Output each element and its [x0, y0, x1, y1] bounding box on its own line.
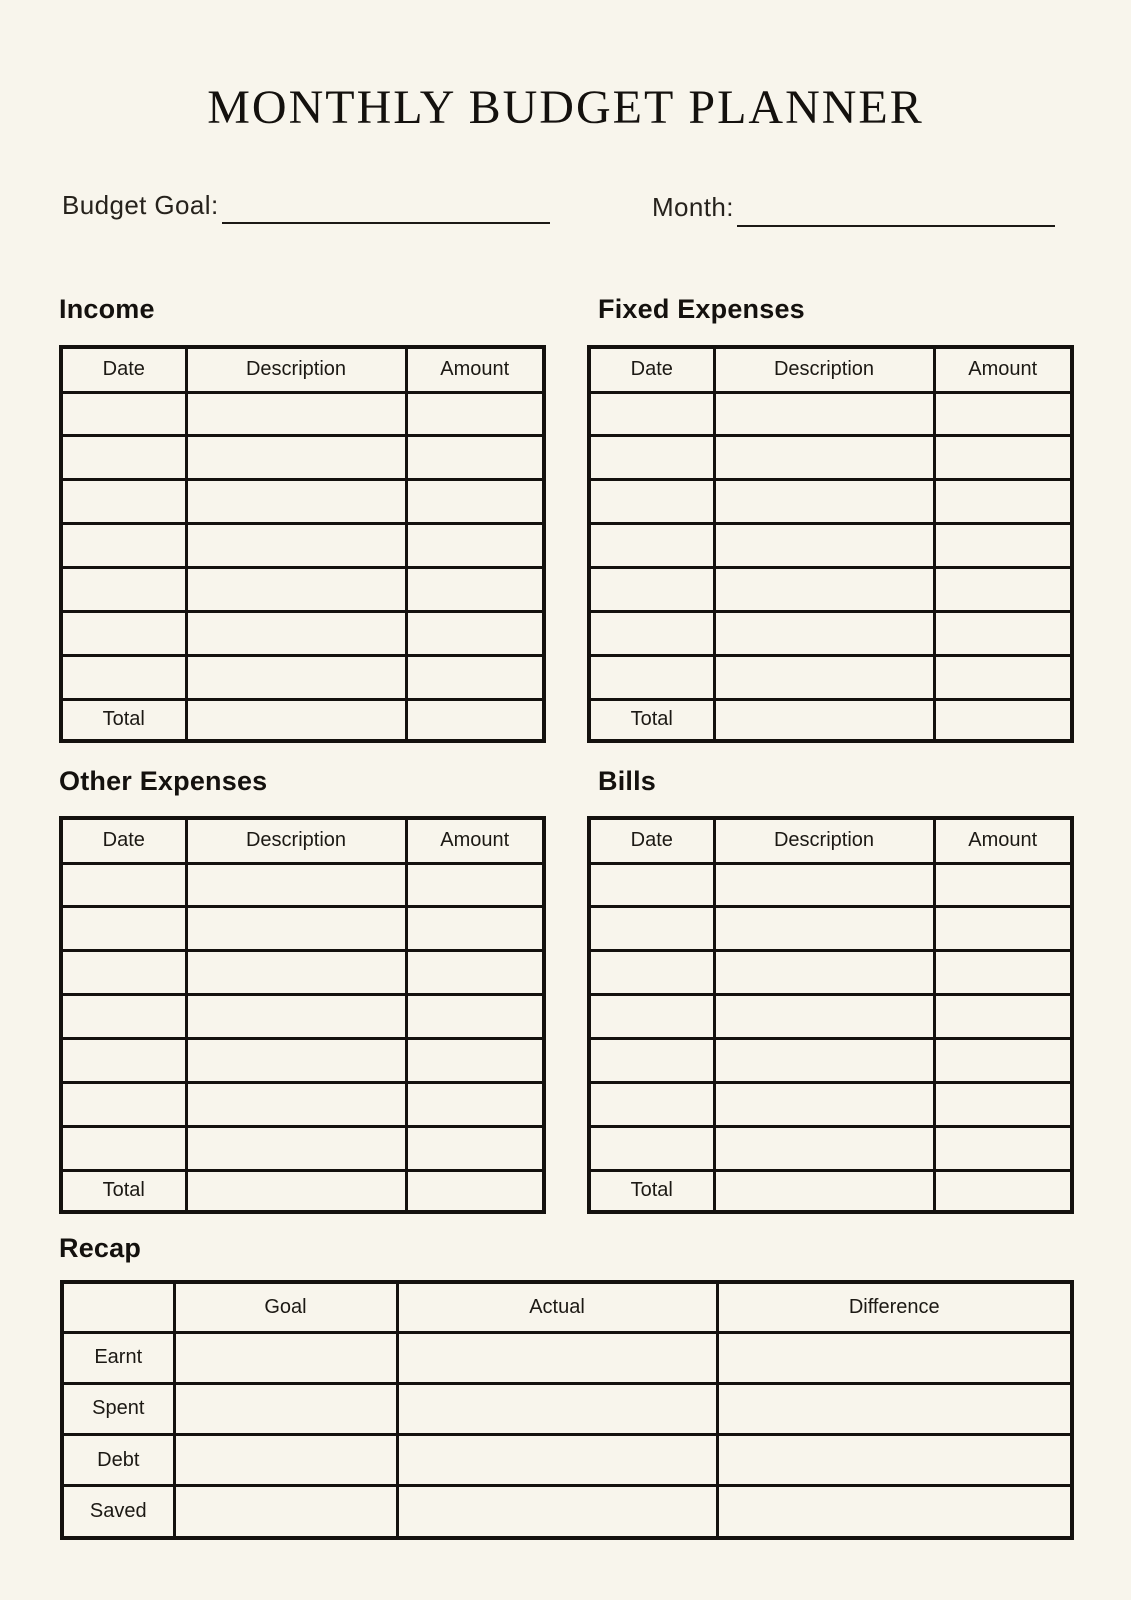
income-header-description: Description — [186, 347, 406, 392]
income-cell-row1-description[interactable] — [186, 392, 406, 436]
other-expenses-cell-row2-amount[interactable] — [406, 907, 544, 951]
income-cell-row5-date[interactable] — [61, 567, 186, 611]
bills-cell-row1-description[interactable] — [714, 863, 934, 907]
fixed-expenses-cell-row6-description[interactable] — [714, 611, 934, 655]
income-cell-row3-amount[interactable] — [406, 480, 544, 524]
recap-row-label-spent: Spent — [62, 1383, 174, 1434]
other-expenses-cell-row5-amount[interactable] — [406, 1038, 544, 1082]
income-cell-row6-description[interactable] — [186, 611, 406, 655]
recap-header-actual: Actual — [397, 1282, 717, 1332]
fixed-expenses-cell-row1-amount[interactable] — [934, 392, 1072, 436]
income-cell-row3-date[interactable] — [61, 480, 186, 524]
recap-cell-spent-difference[interactable] — [717, 1383, 1072, 1434]
bills-cell-row4-description[interactable] — [714, 995, 934, 1039]
other-expenses-cell-row5-date[interactable] — [61, 1038, 186, 1082]
other-expenses-cell-row6-amount[interactable] — [406, 1082, 544, 1126]
income-total-label: Total — [61, 699, 186, 741]
other-expenses-cell-row3-description[interactable] — [186, 951, 406, 995]
fixed-expenses-total-amount[interactable] — [934, 699, 1072, 741]
other-expenses-cell-row3-amount[interactable] — [406, 951, 544, 995]
other-expenses-cell-row6-date[interactable] — [61, 1082, 186, 1126]
bills-total-label: Total — [589, 1170, 714, 1212]
bills-cell-row2-date[interactable] — [589, 907, 714, 951]
recap-cell-debt-goal[interactable] — [174, 1435, 397, 1486]
recap-cell-earnt-actual[interactable] — [397, 1332, 717, 1383]
income-cell-row4-description[interactable] — [186, 524, 406, 568]
other-expenses-table — [59, 816, 546, 1214]
recap-cell-debt-difference[interactable] — [717, 1435, 1072, 1486]
recap-row-label-debt: Debt — [62, 1435, 174, 1486]
bills-cell-row5-amount[interactable] — [934, 1038, 1072, 1082]
bills-cell-row7-amount[interactable] — [934, 1126, 1072, 1170]
fixed-expenses-cell-row7-amount[interactable] — [934, 655, 1072, 699]
fixed-expenses-cell-row4-description[interactable] — [714, 524, 934, 568]
bills-header-amount: Amount — [934, 818, 1072, 863]
month-label: Month: — [652, 192, 734, 222]
income-total-amount[interactable] — [406, 699, 544, 741]
other-expenses-cell-row7-date[interactable] — [61, 1126, 186, 1170]
other-expenses-cell-row1-date[interactable] — [61, 863, 186, 907]
fixed-expenses-table — [587, 345, 1074, 743]
fixed-expenses-total-description[interactable] — [714, 699, 934, 741]
bills-cell-row7-description[interactable] — [714, 1126, 934, 1170]
recap-row-label-earnt: Earnt — [62, 1332, 174, 1383]
income-cell-row2-date[interactable] — [61, 436, 186, 480]
income-table — [59, 345, 546, 743]
bills-cell-row5-description[interactable] — [714, 1038, 934, 1082]
bills-header-description: Description — [714, 818, 934, 863]
month-input-line[interactable] — [737, 225, 1055, 227]
budget-goal-input-line[interactable] — [222, 222, 550, 224]
bills-total-description[interactable] — [714, 1170, 934, 1212]
other-expenses-cell-row4-amount[interactable] — [406, 995, 544, 1039]
bills-cell-row1-date[interactable] — [589, 863, 714, 907]
recap-cell-saved-actual[interactable] — [397, 1486, 717, 1538]
fixed-expenses-cell-row2-amount[interactable] — [934, 436, 1072, 480]
bills-cell-row7-date[interactable] — [589, 1126, 714, 1170]
recap-header-difference: Difference — [717, 1282, 1072, 1332]
other-expenses-cell-row6-description[interactable] — [186, 1082, 406, 1126]
other-expenses-cell-row4-date[interactable] — [61, 995, 186, 1039]
other-expenses-header-description: Description — [186, 818, 406, 863]
fixed-expenses-cell-row4-amount[interactable] — [934, 524, 1072, 568]
fixed-expenses-cell-row6-amount[interactable] — [934, 611, 1072, 655]
bills-cell-row6-date[interactable] — [589, 1082, 714, 1126]
other-expenses-cell-row2-description[interactable] — [186, 907, 406, 951]
other-expenses-cell-row4-description[interactable] — [186, 995, 406, 1039]
other-expenses-total-amount[interactable] — [406, 1170, 544, 1212]
fixed-expenses-cell-row3-description[interactable] — [714, 480, 934, 524]
fixed-expenses-cell-row5-date[interactable] — [589, 567, 714, 611]
recap-cell-saved-goal[interactable] — [174, 1486, 397, 1538]
other-expenses-total-label: Total — [61, 1170, 186, 1212]
fixed-expenses-cell-row5-amount[interactable] — [934, 567, 1072, 611]
income-cell-row3-description[interactable] — [186, 480, 406, 524]
fixed-expenses-cell-row7-description[interactable] — [714, 655, 934, 699]
income-cell-row4-amount[interactable] — [406, 524, 544, 568]
bills-cell-row6-amount[interactable] — [934, 1082, 1072, 1126]
budget-goal-label: Budget Goal: — [62, 190, 219, 220]
recap-row-label-saved: Saved — [62, 1486, 174, 1538]
bills-cell-row2-description[interactable] — [714, 907, 934, 951]
other-expenses-header-amount: Amount — [406, 818, 544, 863]
fixed-expenses-cell-row5-description[interactable] — [714, 567, 934, 611]
income-cell-row4-date[interactable] — [61, 524, 186, 568]
recap-header-goal: Goal — [174, 1282, 397, 1332]
section-title-recap: Recap — [59, 1233, 142, 1263]
income-cell-row7-amount[interactable] — [406, 655, 544, 699]
bills-cell-row6-description[interactable] — [714, 1082, 934, 1126]
fixed-expenses-cell-row6-date[interactable] — [589, 611, 714, 655]
fixed-expenses-header-description: Description — [714, 347, 934, 392]
other-expenses-cell-row7-description[interactable] — [186, 1126, 406, 1170]
other-expenses-header-date: Date — [61, 818, 186, 863]
other-expenses-cell-row2-date[interactable] — [61, 907, 186, 951]
section-title-bills: Bills — [598, 766, 657, 796]
income-cell-row6-amount[interactable] — [406, 611, 544, 655]
bills-header-date: Date — [589, 818, 714, 863]
page-title: MONTHLY BUDGET PLANNER — [207, 81, 924, 134]
fixed-expenses-cell-row1-date[interactable] — [589, 392, 714, 436]
bills-table — [587, 816, 1074, 1214]
fixed-expenses-cell-row2-date[interactable] — [589, 436, 714, 480]
recap-header-blank — [62, 1282, 174, 1332]
other-expenses-total-description[interactable] — [186, 1170, 406, 1212]
income-header-amount: Amount — [406, 347, 544, 392]
income-header-date: Date — [61, 347, 186, 392]
fixed-expenses-cell-row3-date[interactable] — [589, 480, 714, 524]
other-expenses-cell-row3-date[interactable] — [61, 951, 186, 995]
fixed-expenses-cell-row4-date[interactable] — [589, 524, 714, 568]
section-title-income: Income — [59, 294, 155, 324]
fixed-expenses-header-amount: Amount — [934, 347, 1072, 392]
bills-total-amount[interactable] — [934, 1170, 1072, 1212]
bills-cell-row2-amount[interactable] — [934, 907, 1072, 951]
income-cell-row1-amount[interactable] — [406, 392, 544, 436]
fixed-expenses-total-label: Total — [589, 699, 714, 741]
recap-cell-spent-goal[interactable] — [174, 1383, 397, 1434]
other-expenses-cell-row7-amount[interactable] — [406, 1126, 544, 1170]
other-expenses-cell-row1-amount[interactable] — [406, 863, 544, 907]
bills-cell-row3-description[interactable] — [714, 951, 934, 995]
fixed-expenses-cell-row7-date[interactable] — [589, 655, 714, 699]
recap-cell-debt-actual[interactable] — [397, 1435, 717, 1486]
income-cell-row1-date[interactable] — [61, 392, 186, 436]
income-total-description[interactable] — [186, 699, 406, 741]
income-cell-row2-amount[interactable] — [406, 436, 544, 480]
income-cell-row7-date[interactable] — [61, 655, 186, 699]
fixed-expenses-cell-row3-amount[interactable] — [934, 480, 1072, 524]
recap-cell-earnt-difference[interactable] — [717, 1332, 1072, 1383]
bills-cell-row5-date[interactable] — [589, 1038, 714, 1082]
other-expenses-cell-row1-description[interactable] — [186, 863, 406, 907]
income-cell-row7-description[interactable] — [186, 655, 406, 699]
fixed-expenses-cell-row1-description[interactable] — [714, 392, 934, 436]
recap-cell-earnt-goal[interactable] — [174, 1332, 397, 1383]
income-cell-row5-amount[interactable] — [406, 567, 544, 611]
other-expenses-cell-row5-description[interactable] — [186, 1038, 406, 1082]
income-cell-row5-description[interactable] — [186, 567, 406, 611]
bills-cell-row1-amount[interactable] — [934, 863, 1072, 907]
income-cell-row6-date[interactable] — [61, 611, 186, 655]
income-cell-row2-description[interactable] — [186, 436, 406, 480]
section-title-other-expenses: Other Expenses — [59, 766, 268, 796]
bills-cell-row3-amount[interactable] — [934, 951, 1072, 995]
bills-cell-row3-date[interactable] — [589, 951, 714, 995]
section-title-fixed-expenses: Fixed Expenses — [598, 294, 805, 324]
fixed-expenses-header-date: Date — [589, 347, 714, 392]
recap-cell-saved-difference[interactable] — [717, 1486, 1072, 1538]
recap-table — [60, 1280, 1074, 1540]
fixed-expenses-cell-row2-description[interactable] — [714, 436, 934, 480]
bills-cell-row4-date[interactable] — [589, 995, 714, 1039]
recap-cell-spent-actual[interactable] — [397, 1383, 717, 1434]
bills-cell-row4-amount[interactable] — [934, 995, 1072, 1039]
